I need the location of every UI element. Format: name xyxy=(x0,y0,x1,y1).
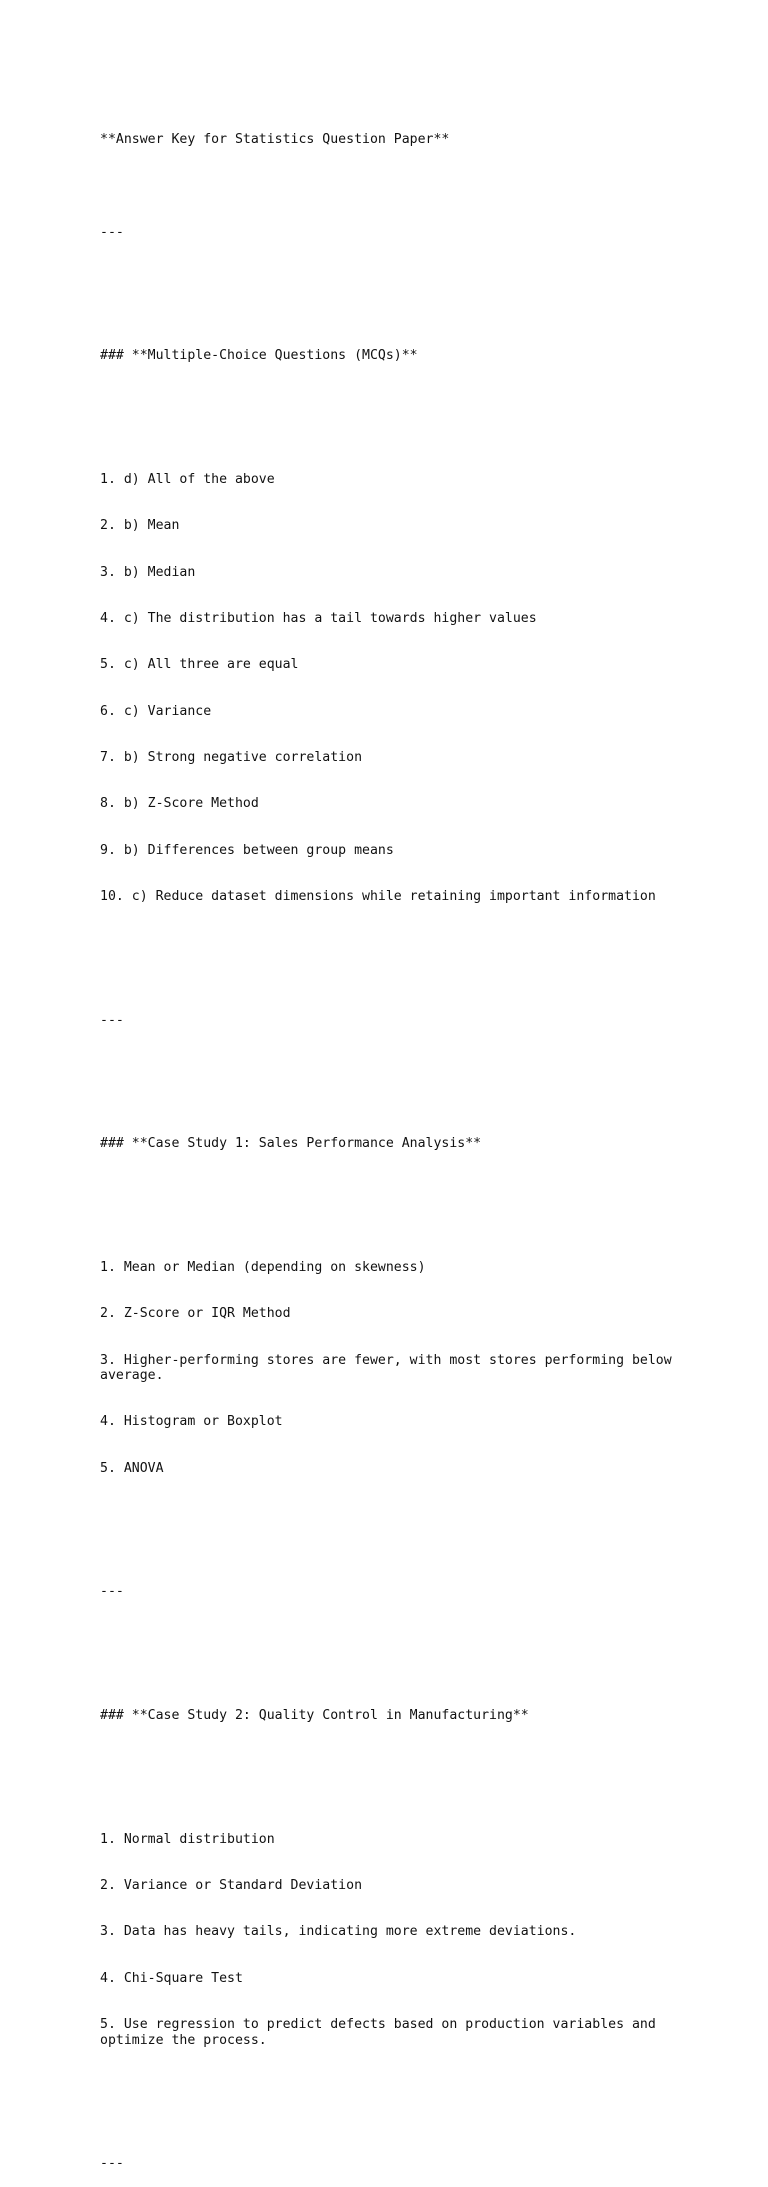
separator: --- xyxy=(100,1012,124,1028)
separator: --- xyxy=(100,2156,124,2172)
list-item: 5. Use regression to predict defects based on production variables and optimize the process. xyxy=(100,2017,664,2048)
blank-line xyxy=(100,1631,680,1646)
list-item: 2. b) Mean xyxy=(100,518,180,534)
blank-line xyxy=(100,1538,680,1553)
list-item: 2. Z-Score or IQR Method xyxy=(100,1306,291,1322)
list-item: 4. c) The distribution has a tail towards higher values xyxy=(100,610,537,626)
list-item: 3. b) Median xyxy=(100,564,196,580)
blank-line xyxy=(100,1183,680,1198)
case-study-1-answer-list xyxy=(100,1229,680,1507)
list-item: 9. b) Differences between group means xyxy=(100,842,394,858)
section-heading-mcq: ### **Multiple-Choice Questions (MCQs)** xyxy=(100,348,418,364)
list-item: 10. c) Reduce dataset dimensions while retaining important information xyxy=(100,889,656,905)
case-study-2-answer-list xyxy=(100,1801,680,2079)
list-item: 1. d) All of the above xyxy=(100,471,275,487)
blank-line xyxy=(100,395,680,410)
blank-line xyxy=(100,966,680,981)
list-item: 5. c) All three are equal xyxy=(100,657,299,673)
list-item: 5. ANOVA xyxy=(100,1460,164,1476)
separator: --- xyxy=(100,1584,124,1600)
list-item: 6. c) Variance xyxy=(100,703,212,719)
document-page xyxy=(100,101,680,2187)
mcq-answer-list xyxy=(100,441,680,936)
list-item: 2. Variance or Standard Deviation xyxy=(100,1877,363,1893)
blank-line xyxy=(100,1059,680,1074)
blank-line xyxy=(100,1754,680,1769)
list-item: 1. Normal distribution xyxy=(100,1831,275,1847)
list-item: 8. b) Z-Score Method xyxy=(100,796,259,812)
document-title: **Answer Key for Statistics Question Paper** xyxy=(100,131,450,147)
list-item: 4. Chi-Square Test xyxy=(100,1970,243,1986)
blank-line xyxy=(100,2110,680,2125)
list-item: 3. Data has heavy tails, indicating more extreme deviations. xyxy=(100,1924,577,1940)
blank-line xyxy=(100,271,680,286)
section-heading-case-study-2: ### **Case Study 2: Quality Control in Manufacturing** xyxy=(100,1708,529,1723)
separator: --- xyxy=(100,224,124,240)
list-item: 3. Higher-performing stores are fewer, with most stores performing below average. xyxy=(100,1352,680,1384)
section-heading-case-study-1: ### **Case Study 1: Sales Performance Analysis** xyxy=(100,1136,482,1152)
list-item: 1. Mean or Median (depending on skewness) xyxy=(100,1259,426,1275)
list-item: 4. Histogram or Boxplot xyxy=(100,1414,283,1430)
list-item: 7. b) Strong negative correlation xyxy=(100,749,363,765)
blank-line xyxy=(100,178,680,193)
